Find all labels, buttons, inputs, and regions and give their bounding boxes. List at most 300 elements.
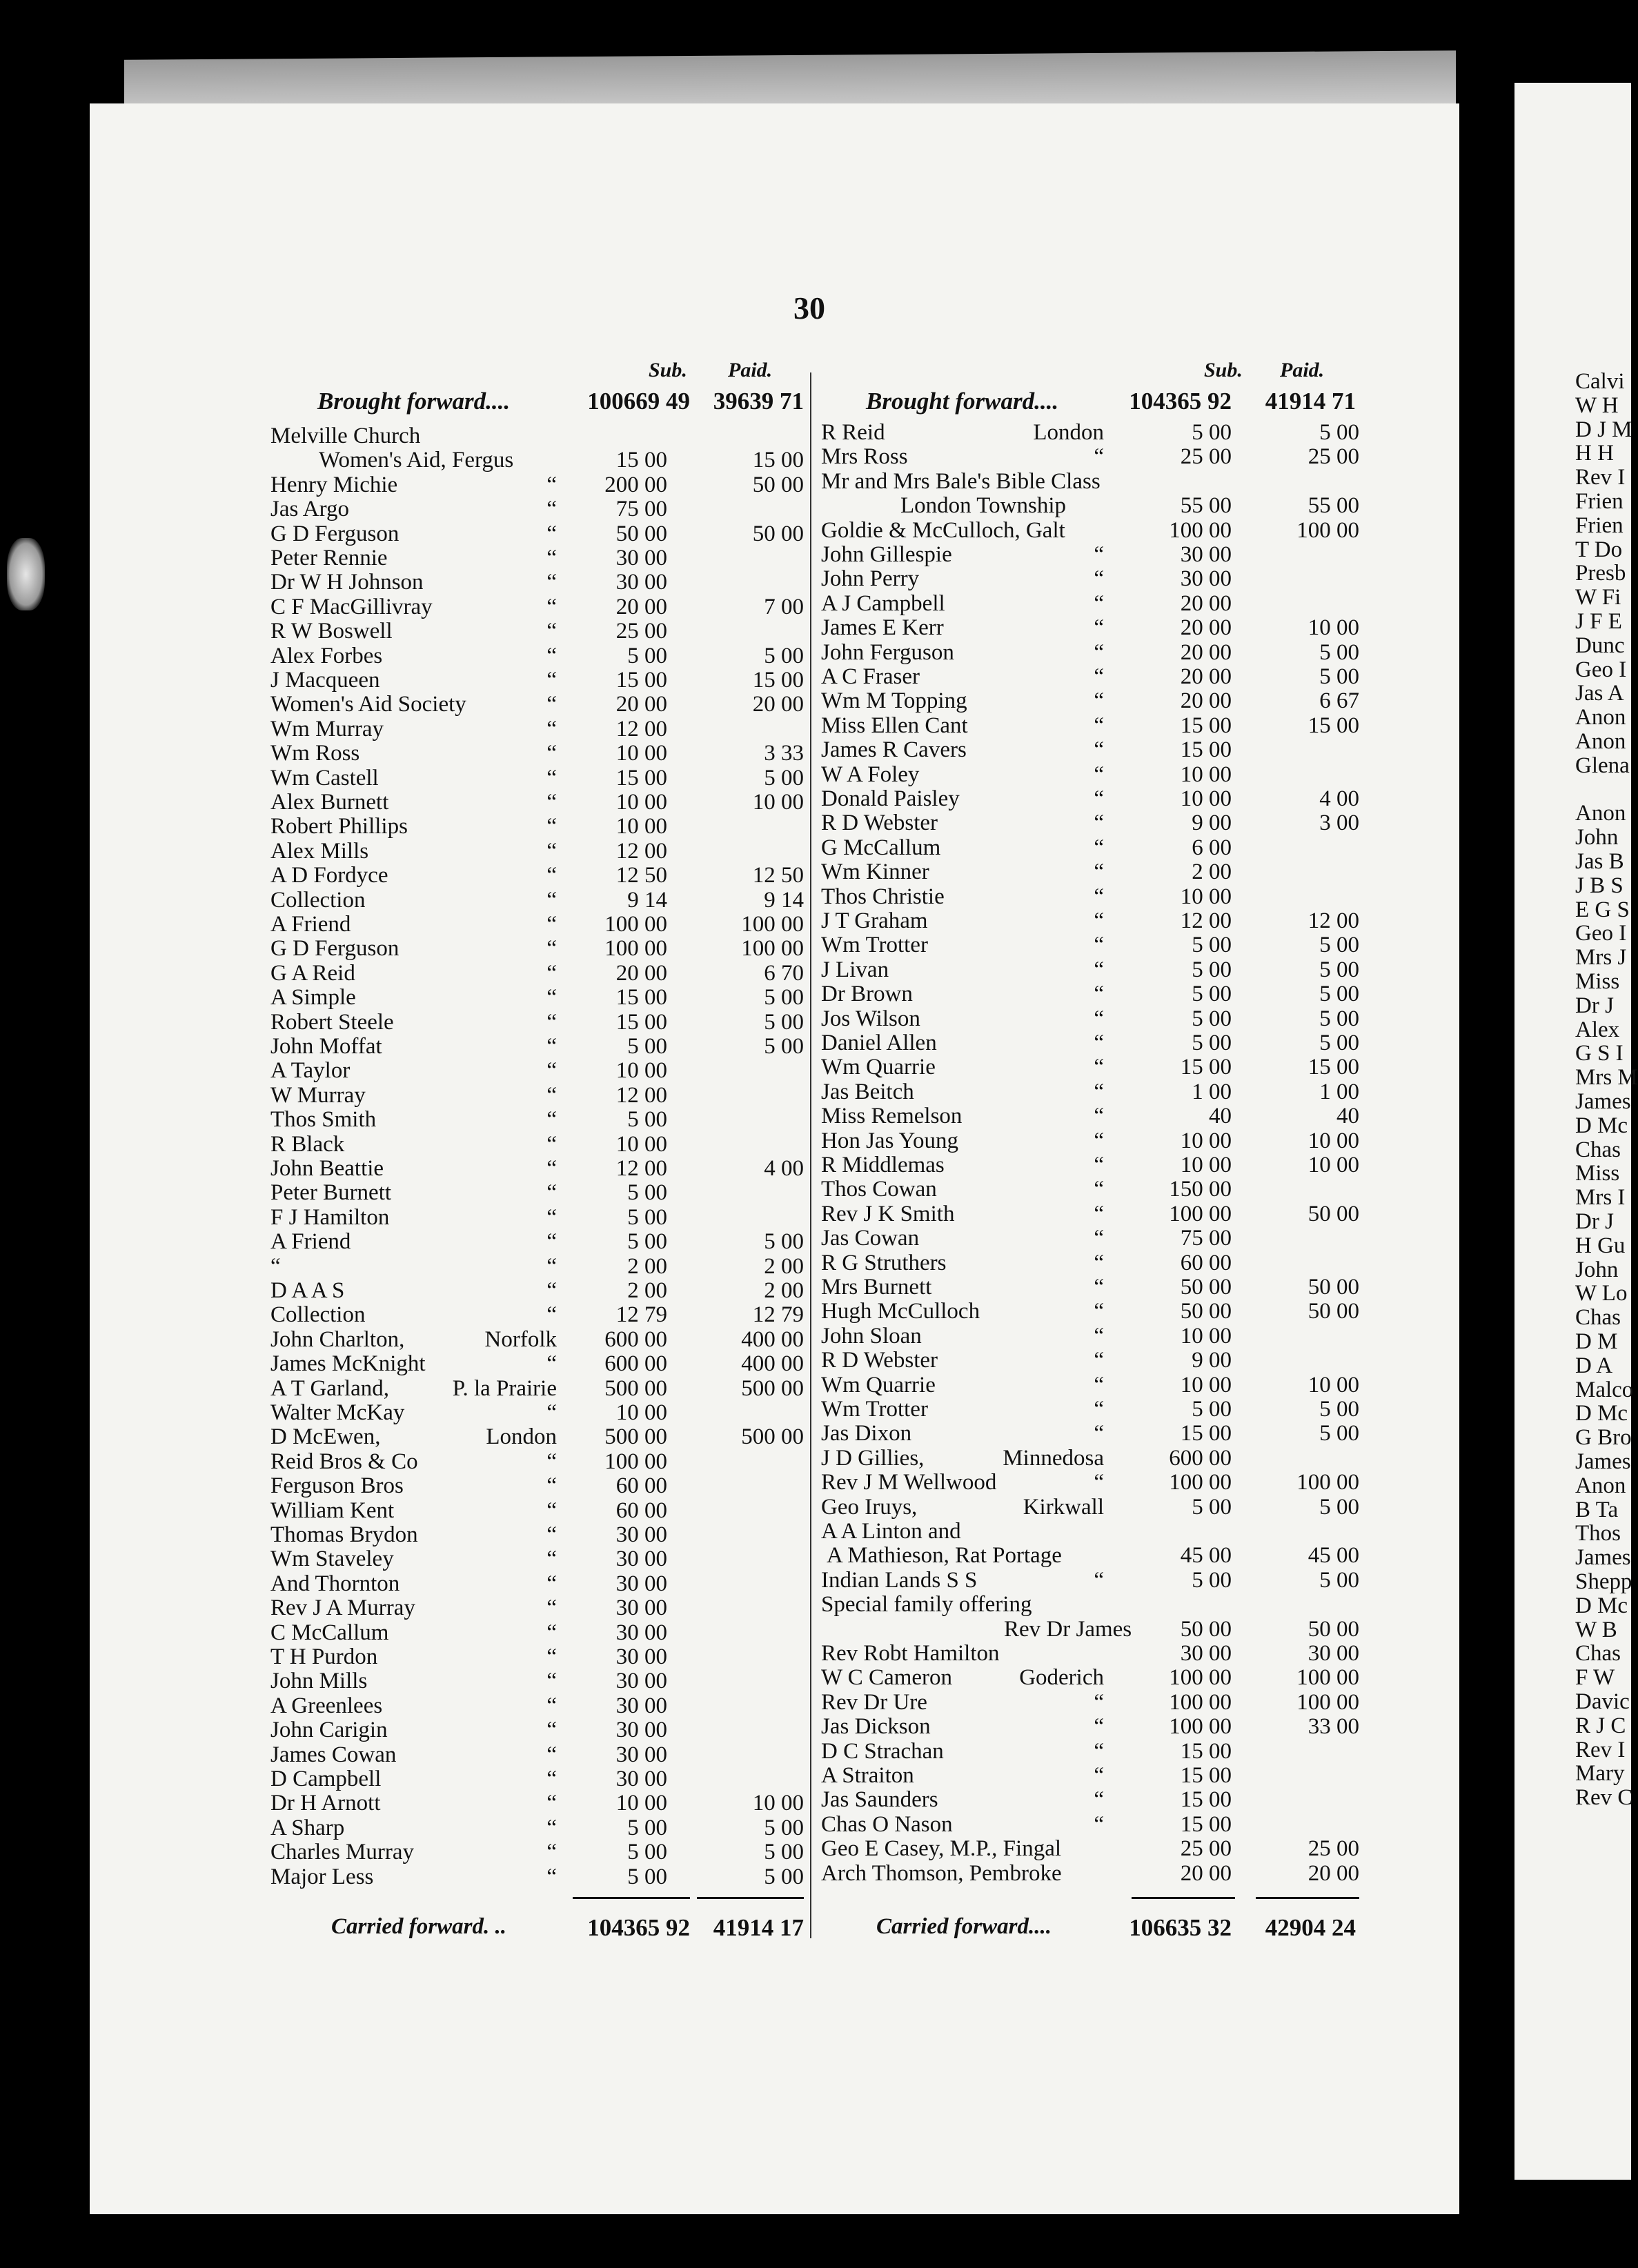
facing-page-fragment: Mrs I bbox=[1575, 1185, 1626, 1211]
ledger-row bbox=[270, 839, 805, 864]
donor-name: Robert Steele bbox=[270, 1009, 394, 1035]
donor-name: A Simple bbox=[270, 985, 356, 1011]
ledger-row bbox=[270, 595, 805, 619]
facing-page-fragment: Frien bbox=[1575, 513, 1624, 538]
facing-page-fragment: Alex bbox=[1575, 1017, 1620, 1042]
donor-place: “ bbox=[1094, 1006, 1104, 1031]
paid-amount: 15 00 bbox=[752, 448, 804, 473]
subscribed-amount: 30 00 bbox=[615, 1742, 667, 1767]
donor-name: Special family offering bbox=[821, 1592, 1032, 1618]
donor-name: D C Strachan bbox=[821, 1738, 944, 1764]
donor-name: Jos Wilson bbox=[821, 1006, 920, 1031]
subscribed-amount: 75 00 bbox=[1180, 1226, 1232, 1251]
subscribed-amount: 20 00 bbox=[1180, 664, 1232, 689]
donor-place: “ bbox=[1094, 1567, 1104, 1593]
subscribed-amount: 30 00 bbox=[615, 546, 667, 570]
paid-amount: 500 00 bbox=[741, 1375, 804, 1401]
ledger-row bbox=[821, 860, 1359, 884]
donor-name: Wm Murray bbox=[270, 716, 384, 742]
donor-place: “ bbox=[546, 1107, 557, 1133]
subscribed-amount: 30 00 bbox=[615, 570, 667, 595]
facing-page-fragment: Mrs M bbox=[1575, 1065, 1638, 1091]
ledger-row bbox=[821, 1569, 1359, 1593]
ledger-row bbox=[270, 1108, 805, 1132]
donor-name: Jas Dixon bbox=[821, 1421, 912, 1446]
paid-amount: 20 00 bbox=[752, 692, 804, 717]
subscribed-amount: 600 00 bbox=[604, 1326, 667, 1352]
donor-place: “ bbox=[546, 1498, 557, 1523]
donor-name: Charles Murray bbox=[270, 1840, 415, 1865]
donor-place: “ bbox=[546, 1864, 557, 1889]
ledger-row bbox=[821, 1471, 1359, 1495]
donor-name: R G Struthers bbox=[821, 1250, 947, 1275]
ledger-row bbox=[270, 1157, 805, 1181]
facing-page-fragment: W Lo bbox=[1575, 1281, 1628, 1306]
ledger-row bbox=[821, 1275, 1359, 1300]
right-carried-forward-paid: 42904 24 bbox=[1265, 1914, 1356, 1941]
paid-amount: 5 00 bbox=[1319, 1421, 1359, 1446]
donor-place: Goderich bbox=[1019, 1665, 1104, 1691]
subscribed-amount: 50 00 bbox=[1180, 1616, 1232, 1642]
subscribed-amount: 15 00 bbox=[1180, 1787, 1232, 1813]
donor-place: “ bbox=[546, 692, 557, 717]
donor-place: “ bbox=[546, 838, 557, 864]
donor-name: Women's Aid Society bbox=[270, 692, 466, 717]
subscribed-amount: 5 00 bbox=[1192, 420, 1232, 445]
paid-amount: 4 00 bbox=[1319, 786, 1359, 811]
donor-place: “ bbox=[546, 1546, 557, 1572]
subscribed-amount: 30 00 bbox=[615, 1595, 667, 1621]
donor-place: “ bbox=[546, 1669, 557, 1694]
donor-name: John Sloan bbox=[821, 1323, 922, 1349]
subscribed-amount: 25 00 bbox=[1180, 1836, 1232, 1862]
donor-place: “ bbox=[546, 594, 557, 619]
donor-name: W C Cameron bbox=[821, 1665, 953, 1691]
paid-amount: 100 00 bbox=[1296, 517, 1359, 543]
subscribed-amount: 5 00 bbox=[627, 1034, 667, 1059]
donor-place: “ bbox=[1094, 1079, 1104, 1104]
facing-page-fragment: John bbox=[1575, 825, 1619, 850]
donor-name: Jas Beitch bbox=[821, 1079, 914, 1104]
right-brought-forward-sub: 104365 92 bbox=[1129, 388, 1232, 415]
donor-place: “ bbox=[546, 1082, 557, 1108]
subscribed-amount: 12 00 bbox=[615, 716, 667, 742]
facing-page-fragment: Miss bbox=[1575, 969, 1620, 994]
paid-amount: 100 00 bbox=[1296, 1689, 1359, 1715]
donor-place: “ bbox=[1094, 762, 1104, 787]
donor-place: Kirkwall bbox=[1023, 1494, 1104, 1520]
donor-name: Daniel Allen bbox=[821, 1031, 937, 1055]
donor-name: Wm Castell bbox=[270, 765, 379, 790]
facing-page-fragment: Dr J bbox=[1575, 993, 1614, 1018]
ledger-row bbox=[821, 1788, 1359, 1812]
ledger-row bbox=[270, 1621, 805, 1645]
left-carried-forward-label: Carried forward. .. bbox=[331, 1914, 506, 1939]
ledger-row bbox=[270, 717, 805, 742]
donor-name: Miss Ellen Cant bbox=[821, 713, 968, 738]
paid-amount: 5 00 bbox=[764, 1864, 804, 1889]
facing-page-fragment: James bbox=[1575, 1545, 1631, 1571]
donor-place: “ bbox=[546, 1229, 557, 1255]
ledger-row bbox=[270, 1328, 805, 1352]
subscribed-amount: 20 00 bbox=[1180, 615, 1232, 641]
subscribed-amount: 5 00 bbox=[1192, 982, 1232, 1007]
donor-name: Arch Thomson, Pembroke bbox=[821, 1860, 1062, 1886]
ledger-row bbox=[270, 693, 805, 717]
donor-name: Hon Jas Young bbox=[821, 1128, 958, 1153]
right-carried-forward-sub: 106635 32 bbox=[1129, 1914, 1232, 1941]
subscribed-amount: 20 00 bbox=[1180, 590, 1232, 616]
donor-place: “ bbox=[546, 1571, 557, 1596]
subscribed-amount: 30 00 bbox=[615, 1620, 667, 1645]
donor-name: R W Boswell bbox=[270, 619, 393, 644]
ledger-row bbox=[270, 1743, 805, 1767]
ledger-row bbox=[821, 811, 1359, 835]
ledger-row bbox=[270, 1035, 805, 1059]
donor-place: London bbox=[1033, 420, 1104, 445]
ledger-row bbox=[821, 1055, 1359, 1080]
donor-name: Wm Trotter bbox=[821, 1397, 928, 1422]
donor-name: T H Purdon bbox=[270, 1644, 378, 1669]
ledger-row bbox=[821, 421, 1359, 445]
donor-name: Chas O Nason bbox=[821, 1811, 953, 1837]
facing-page-fragment: D J M bbox=[1575, 417, 1632, 442]
donor-name: John Ferguson bbox=[821, 639, 954, 665]
facing-page-fragment: Jas A bbox=[1575, 681, 1624, 706]
donor-name: A Friend bbox=[270, 1229, 351, 1255]
ledger-row bbox=[270, 1865, 805, 1889]
facing-page-fragment: D Mc bbox=[1575, 1401, 1628, 1426]
donor-place: “ bbox=[546, 1718, 557, 1743]
ledger-row bbox=[821, 1324, 1359, 1349]
subscribed-amount: 100 00 bbox=[604, 912, 667, 937]
paid-amount: 30 00 bbox=[1308, 1641, 1359, 1666]
donor-name: A Straiton bbox=[821, 1763, 914, 1788]
facing-page-fragment: Mary bbox=[1575, 1761, 1625, 1787]
ledger-row bbox=[821, 1251, 1359, 1275]
ledger-row bbox=[270, 1523, 805, 1547]
subscribed-amount: 50 00 bbox=[1180, 1275, 1232, 1300]
donor-name: “ bbox=[270, 1253, 281, 1279]
donor-place: “ bbox=[546, 814, 557, 839]
ledger-row bbox=[821, 1397, 1359, 1422]
paid-amount: 4 00 bbox=[764, 1156, 804, 1181]
facing-page bbox=[1514, 83, 1638, 2180]
subscribed-amount: 5 00 bbox=[1192, 1494, 1232, 1520]
subscribed-amount: 5 00 bbox=[627, 1204, 667, 1230]
right-carried-forward-label: Carried forward.... bbox=[876, 1914, 1052, 1939]
facing-page-fragment: D A bbox=[1575, 1353, 1613, 1378]
donor-place: “ bbox=[1094, 859, 1104, 885]
ledger-row bbox=[821, 982, 1359, 1006]
donor-name: Goldie & McCulloch, Galt bbox=[821, 517, 1065, 543]
subscribed-amount: 15 00 bbox=[615, 985, 667, 1011]
paid-amount: 500 00 bbox=[741, 1424, 804, 1450]
subscribed-amount: 5 00 bbox=[627, 1864, 667, 1889]
donor-name: James Cowan bbox=[270, 1742, 397, 1767]
subscribed-amount: 600 00 bbox=[604, 1351, 667, 1377]
donor-place: “ bbox=[1094, 957, 1104, 982]
donor-place: “ bbox=[546, 1522, 557, 1547]
donor-name: And Thornton bbox=[270, 1571, 400, 1596]
ledger-row bbox=[270, 1450, 805, 1474]
subscribed-amount: 30 00 bbox=[1180, 1641, 1232, 1666]
ledger-row bbox=[270, 1645, 805, 1669]
facing-page-fragment: Geo I bbox=[1575, 657, 1627, 682]
donor-name: London Township bbox=[900, 493, 1067, 519]
ledger-row bbox=[821, 1618, 1359, 1642]
donor-place: “ bbox=[1094, 1250, 1104, 1275]
donor-name: Thos Christie bbox=[821, 884, 945, 909]
donor-place: “ bbox=[546, 863, 557, 888]
donor-place: “ bbox=[1094, 737, 1104, 763]
donor-place: “ bbox=[546, 521, 557, 546]
ledger-row bbox=[821, 1813, 1359, 1837]
facing-page-fragment: W H bbox=[1575, 392, 1619, 418]
donor-name: Rev J K Smith bbox=[821, 1201, 955, 1226]
right-brought-forward-paid: 41914 71 bbox=[1265, 388, 1356, 415]
subscribed-amount: 15 00 bbox=[615, 1009, 667, 1035]
donor-name: Wm Trotter bbox=[821, 933, 928, 958]
paid-amount: 2 00 bbox=[764, 1278, 804, 1303]
donor-name: John Beattie bbox=[270, 1156, 384, 1181]
donor-place: “ bbox=[1094, 1299, 1104, 1324]
ledger-row bbox=[821, 470, 1359, 494]
ledger-row bbox=[270, 1572, 805, 1596]
donor-place: “ bbox=[546, 1840, 557, 1865]
subscribed-amount: 9 14 bbox=[627, 887, 667, 913]
subscribed-amount: 100 00 bbox=[1169, 1665, 1232, 1691]
subscribed-amount: 100 00 bbox=[604, 936, 667, 962]
ledger-row bbox=[270, 473, 805, 497]
paid-amount: 50 00 bbox=[752, 472, 804, 497]
paid-amount: 10 00 bbox=[752, 1791, 804, 1816]
left-carried-forward-sub: 104365 92 bbox=[587, 1914, 690, 1941]
paid-amount: 10 00 bbox=[1308, 615, 1359, 641]
ledger-row bbox=[270, 1840, 805, 1864]
ledger-row bbox=[821, 1104, 1359, 1128]
donor-place: “ bbox=[546, 765, 557, 790]
ledger-row bbox=[270, 742, 805, 766]
subscribed-amount: 10 00 bbox=[615, 790, 667, 815]
subscribed-amount: 10 00 bbox=[1180, 762, 1232, 787]
facing-page-fragment: Presb bbox=[1575, 561, 1626, 586]
subscribed-amount: 5 00 bbox=[1192, 1006, 1232, 1031]
donor-place: “ bbox=[1094, 908, 1104, 933]
facing-page-fragment: B Ta bbox=[1575, 1497, 1619, 1522]
subscribed-amount: 100 00 bbox=[1169, 517, 1232, 543]
subscribed-amount: 10 00 bbox=[615, 1400, 667, 1425]
paper-fragment bbox=[7, 538, 45, 610]
ledger-row bbox=[270, 1547, 805, 1571]
ledger-row bbox=[270, 644, 805, 668]
facing-page-fragment: T Do bbox=[1575, 537, 1623, 562]
right-brought-forward-label: Brought forward.... bbox=[866, 388, 1059, 415]
ledger-row bbox=[270, 546, 805, 570]
donor-place: “ bbox=[546, 1058, 557, 1084]
ledger-row bbox=[270, 962, 805, 986]
subscribed-amount: 10 00 bbox=[615, 814, 667, 839]
facing-page-fragment: Shepp bbox=[1575, 1569, 1632, 1594]
subscribed-amount: 12 00 bbox=[615, 838, 667, 864]
donor-name: A Greenlees bbox=[270, 1693, 383, 1718]
donor-name: A Mathieson, Rat Portage bbox=[827, 1543, 1062, 1569]
subscribed-amount: 100 00 bbox=[1169, 1201, 1232, 1226]
donor-place: “ bbox=[546, 1791, 557, 1816]
donor-name: J Macqueen bbox=[270, 668, 380, 693]
donor-place: “ bbox=[546, 1156, 557, 1181]
donor-place: “ bbox=[546, 1351, 557, 1377]
subscribed-amount: 5 00 bbox=[1192, 1567, 1232, 1593]
facing-page-fragment: G Bro bbox=[1575, 1425, 1632, 1451]
donor-place: “ bbox=[546, 741, 557, 766]
donor-place: “ bbox=[1094, 1421, 1104, 1446]
facing-page-fragment: Rev I bbox=[1575, 465, 1626, 490]
donor-name: A J Campbell bbox=[821, 590, 945, 616]
facing-page-fragment: G S I bbox=[1575, 1041, 1624, 1066]
donor-place: “ bbox=[546, 1034, 557, 1059]
subscribed-amount: 9 00 bbox=[1192, 1348, 1232, 1373]
subscribed-amount: 150 00 bbox=[1169, 1177, 1232, 1202]
donor-name: R Reid bbox=[821, 420, 885, 445]
donor-name: J D Gillies, bbox=[821, 1445, 925, 1471]
right-sub-total-rule bbox=[1132, 1897, 1235, 1899]
subscribed-amount: 60 00 bbox=[1180, 1250, 1232, 1275]
paid-amount: 5 00 bbox=[1319, 1567, 1359, 1593]
paid-amount: 7 00 bbox=[764, 594, 804, 619]
donor-name: John Charlton, bbox=[270, 1326, 405, 1352]
subscribed-amount: 30 00 bbox=[615, 1767, 667, 1791]
ledger-row bbox=[821, 1349, 1359, 1373]
ledger-row bbox=[270, 1694, 805, 1718]
paid-amount: 5 00 bbox=[1319, 982, 1359, 1007]
facing-page-fragment: Dunc bbox=[1575, 633, 1625, 658]
subscribed-amount: 5 00 bbox=[1192, 1397, 1232, 1422]
donor-name: Rev Dr Ure bbox=[821, 1689, 927, 1715]
ledger-row bbox=[821, 1740, 1359, 1764]
donor-name: Wm Kinner bbox=[821, 859, 929, 885]
donor-place: “ bbox=[1094, 1226, 1104, 1251]
facing-page-fragment: Rev I bbox=[1575, 1737, 1626, 1762]
donor-name: Alex Mills bbox=[270, 838, 369, 864]
subscribed-amount: 30 00 bbox=[615, 1571, 667, 1596]
ledger-row bbox=[821, 1202, 1359, 1226]
donor-name: Collection bbox=[270, 887, 366, 913]
right-paid-header: Paid. bbox=[1280, 359, 1325, 381]
subscribed-amount: 5 00 bbox=[1192, 933, 1232, 958]
ledger-row bbox=[270, 1206, 805, 1230]
right-sub-header: Sub. bbox=[1204, 359, 1243, 381]
donor-name: Rev J M Wellwood bbox=[821, 1470, 997, 1495]
donor-place: “ bbox=[1094, 1470, 1104, 1495]
paid-amount: 5 00 bbox=[764, 1034, 804, 1059]
subscribed-amount: 30 00 bbox=[615, 1693, 667, 1718]
donor-name: Dr H Arnott bbox=[270, 1791, 381, 1816]
left-sub-total-rule bbox=[573, 1897, 690, 1899]
donor-name: Jas Dickson bbox=[821, 1714, 931, 1740]
ledger-row bbox=[270, 448, 805, 472]
donor-name: Dr W H Johnson bbox=[270, 570, 424, 595]
ledger-row bbox=[821, 592, 1359, 616]
donor-name: Ferguson Bros bbox=[270, 1473, 404, 1499]
ledger-row bbox=[821, 641, 1359, 665]
ledger-row bbox=[821, 933, 1359, 957]
facing-page-fragment: Anon bbox=[1575, 705, 1626, 730]
ledger-row bbox=[270, 1011, 805, 1035]
donor-place: “ bbox=[1094, 713, 1104, 738]
ledger-row bbox=[270, 913, 805, 937]
ledger-row bbox=[821, 1495, 1359, 1520]
paid-amount: 5 00 bbox=[764, 1009, 804, 1035]
donor-name: Mrs Burnett bbox=[821, 1275, 932, 1300]
donor-place: “ bbox=[1094, 639, 1104, 665]
donor-place: “ bbox=[1094, 1397, 1104, 1422]
donor-place: “ bbox=[1094, 982, 1104, 1007]
paid-amount: 5 00 bbox=[1319, 1494, 1359, 1520]
facing-page-fragment: Frien bbox=[1575, 489, 1624, 514]
facing-page-fragment: Geo I bbox=[1575, 921, 1627, 946]
ledger-row bbox=[270, 1181, 805, 1205]
donor-place: “ bbox=[546, 1595, 557, 1621]
donor-name: Alex Forbes bbox=[270, 643, 383, 668]
donor-place: “ bbox=[1094, 1201, 1104, 1226]
ledger-row bbox=[821, 787, 1359, 811]
subscribed-amount: 12 00 bbox=[615, 1156, 667, 1181]
subscribed-amount: 10 00 bbox=[1180, 1153, 1232, 1177]
donor-name: John Carigin bbox=[270, 1718, 388, 1743]
ledger-row bbox=[821, 1764, 1359, 1788]
facing-page-fragment: John bbox=[1575, 1257, 1619, 1282]
subscribed-amount: 12 00 bbox=[1180, 908, 1232, 933]
donor-name: William Kent bbox=[270, 1498, 395, 1523]
ledger-row bbox=[821, 958, 1359, 982]
subscribed-amount: 200 00 bbox=[604, 472, 667, 497]
subscribed-amount: 5 00 bbox=[1192, 957, 1232, 982]
donor-name: Wm Ross bbox=[270, 741, 360, 766]
donor-name: Wm M Topping bbox=[821, 688, 967, 714]
subscribed-amount: 5 00 bbox=[1192, 1031, 1232, 1055]
donor-name: Mr and Mrs Bale's Bible Class bbox=[821, 468, 1101, 494]
donor-place: “ bbox=[1094, 1323, 1104, 1349]
ledger-row bbox=[270, 1230, 805, 1254]
donor-place: “ bbox=[546, 1204, 557, 1230]
subscribed-amount: 12 79 bbox=[615, 1302, 667, 1328]
donor-name: R D Webster bbox=[821, 810, 938, 836]
donor-name: Robert Phillips bbox=[270, 814, 408, 839]
facing-page-fragment: F W bbox=[1575, 1665, 1615, 1691]
subscribed-amount: 40 bbox=[1209, 1104, 1232, 1129]
ledger-row bbox=[270, 1133, 805, 1157]
donor-name: John Gillespie bbox=[821, 542, 952, 567]
donor-place: “ bbox=[546, 1131, 557, 1157]
ledger-row bbox=[821, 1691, 1359, 1715]
paid-amount: 3 33 bbox=[764, 741, 804, 766]
facing-page-fragment: W B bbox=[1575, 1617, 1617, 1642]
page-number: 30 bbox=[793, 290, 825, 326]
subscribed-amount: 15 00 bbox=[1180, 1421, 1232, 1446]
ledger-row bbox=[270, 1279, 805, 1303]
donor-name: Hugh McCulloch bbox=[821, 1299, 980, 1324]
facing-page-fragment: Rev C bbox=[1575, 1785, 1633, 1811]
paid-amount: 6 70 bbox=[764, 960, 804, 986]
donor-place: “ bbox=[1094, 1275, 1104, 1300]
paid-amount: 5 00 bbox=[1319, 664, 1359, 689]
donor-name: J T Graham bbox=[821, 908, 928, 933]
paid-amount: 15 00 bbox=[752, 668, 804, 693]
subscribed-amount: 5 00 bbox=[627, 1229, 667, 1255]
ledger-row bbox=[270, 1352, 805, 1376]
facing-page-fragment: Jas B bbox=[1575, 849, 1624, 874]
